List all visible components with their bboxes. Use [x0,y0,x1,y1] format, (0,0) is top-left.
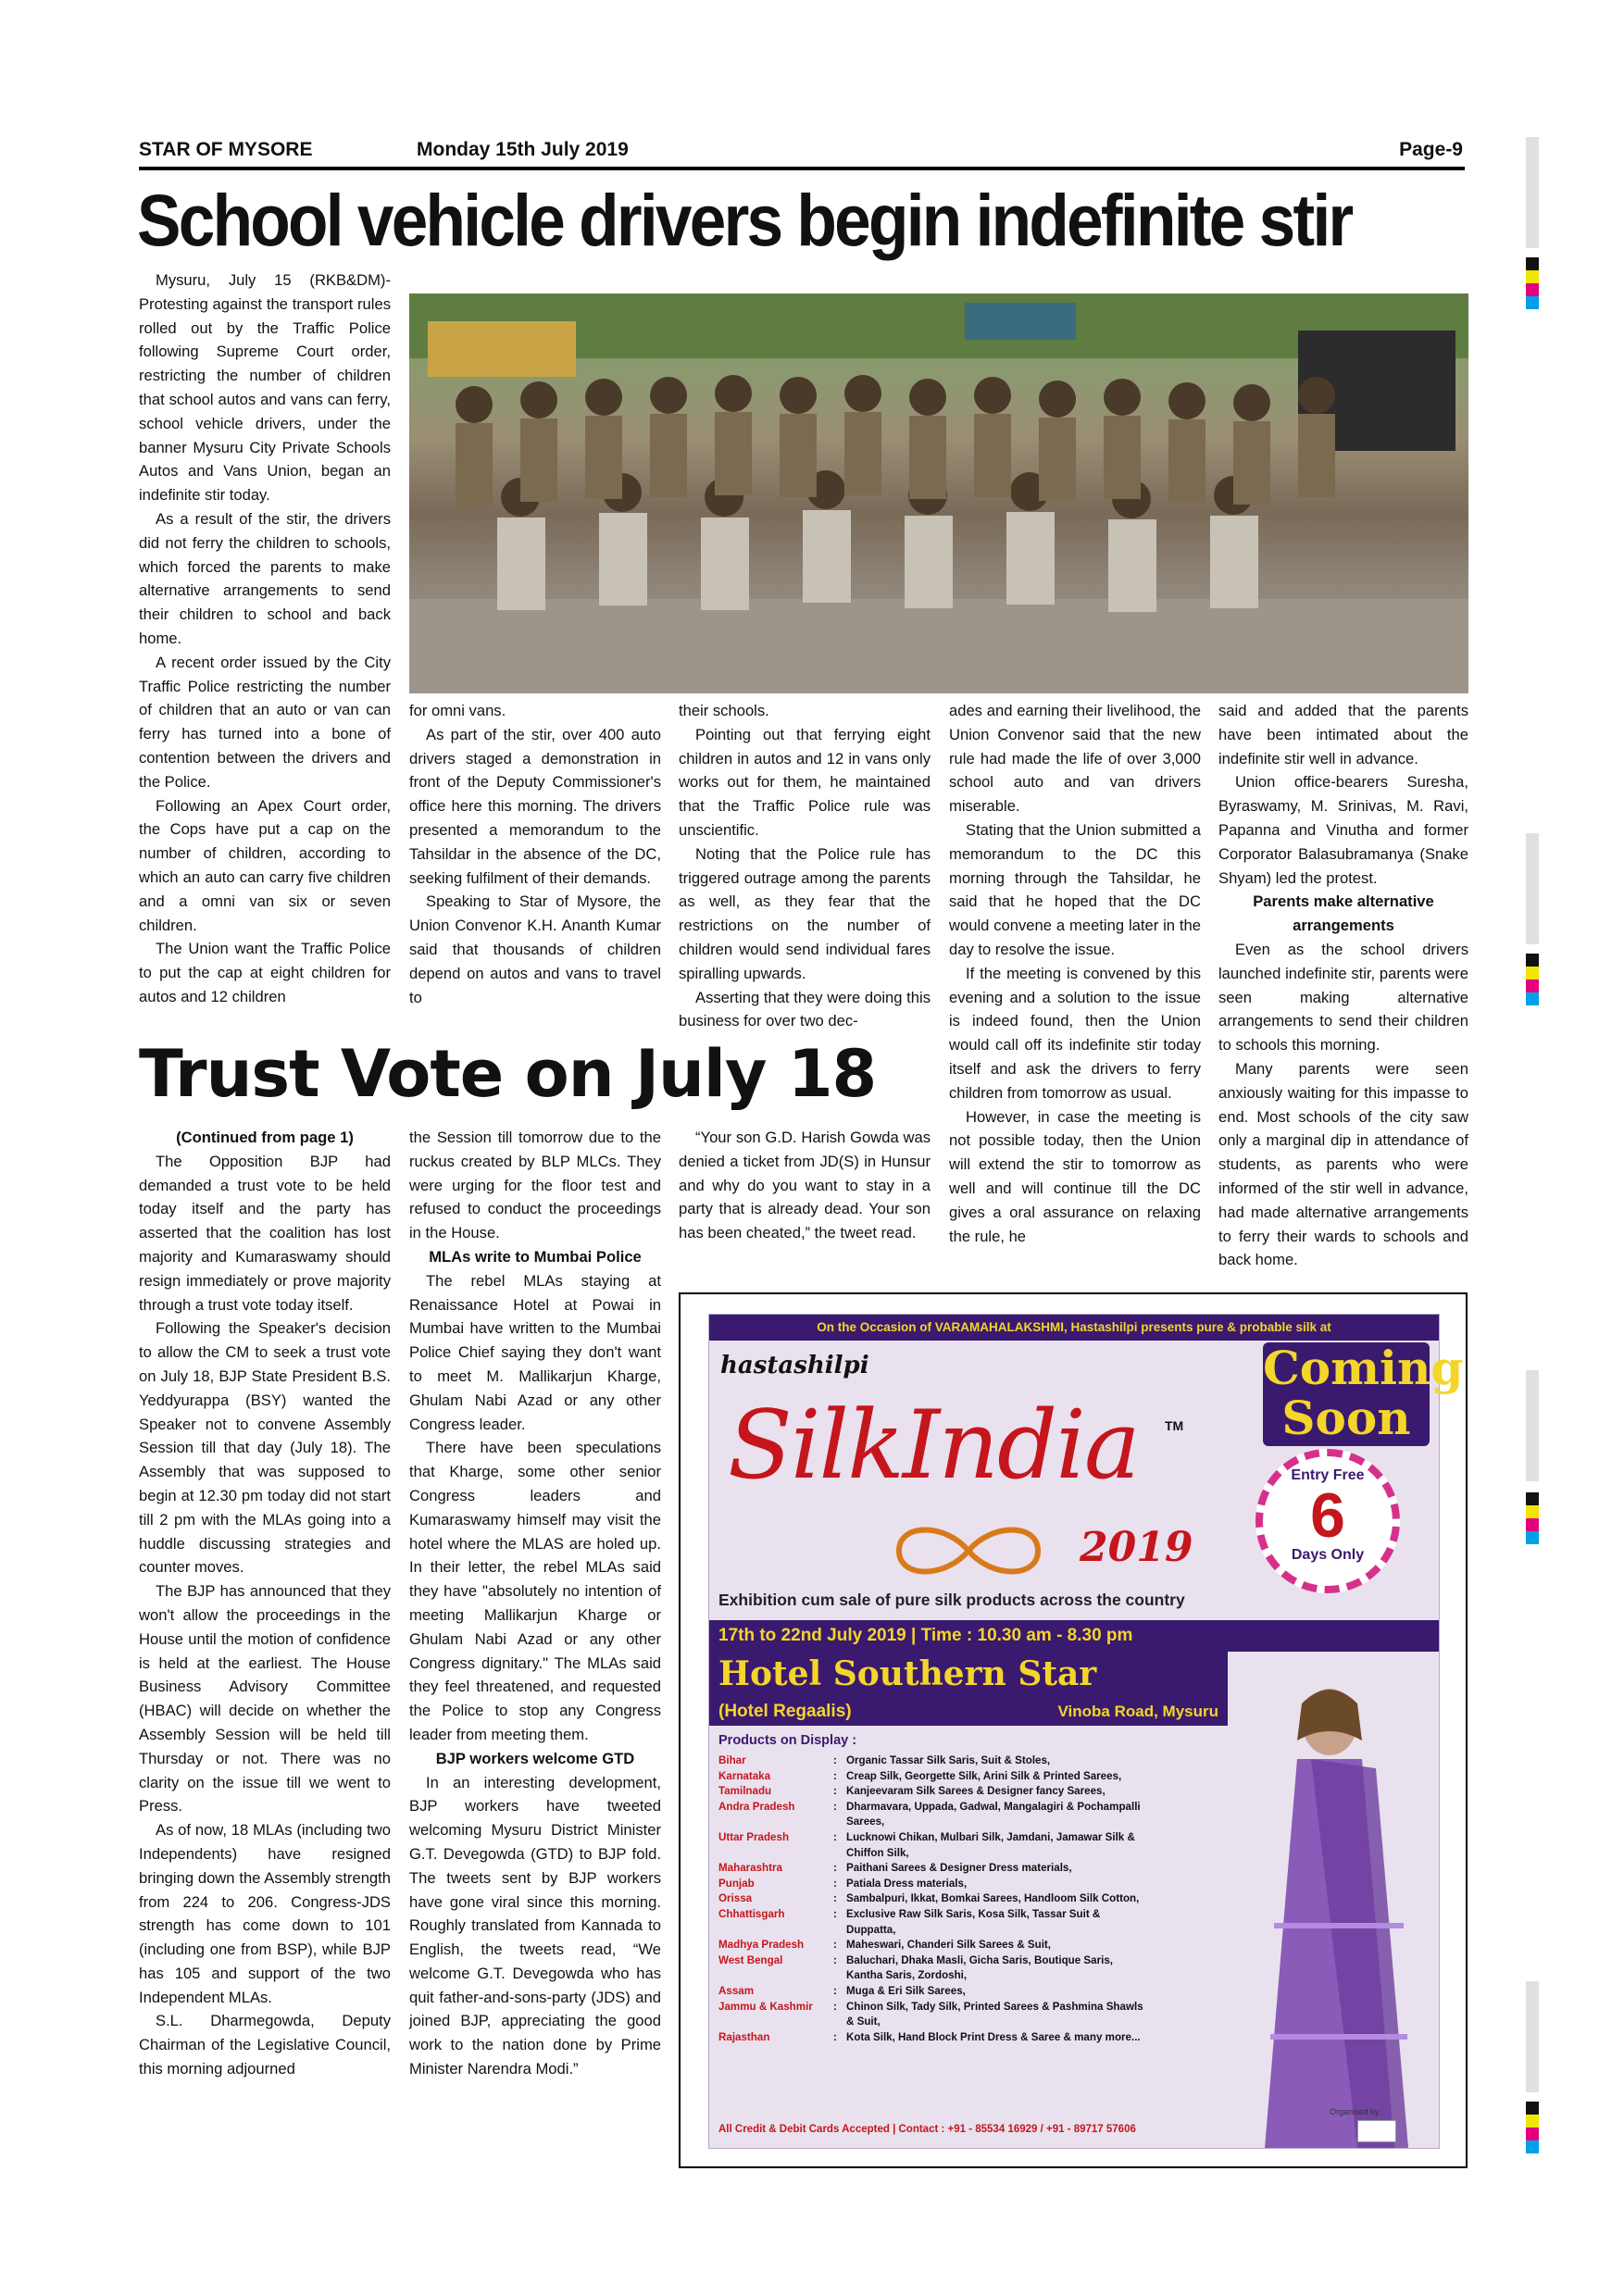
product-items: Exclusive Raw Silk Saris, Kosa Silk, Tassar Suit & Duppatta, [846,1907,1101,1936]
product-items: Patiala Dress materials, [846,1877,968,1890]
registration-mark-cyan [1526,296,1539,309]
product-state: Jammu & Kashmir [718,2000,813,2013]
product-items: Kanjeevaram Silk Sarees & Designer fancy Sarees, [846,1785,1106,1798]
product-state: Punjab [718,1877,755,1890]
ad-venue-alt: (Hotel Regaalis) [718,1702,852,1721]
product-items: Baluchari, Dhaka Masli, Gicha Saris, Boutique Saris, Kantha Saris, Zordoshi, [846,1953,1114,1982]
registration-bar [1526,1981,1539,2092]
story1-column-5 [1218,699,1468,1272]
registration-mark-yellow [1526,2115,1539,2128]
separator: : [833,1953,837,1966]
product-state: Chhattisgarh [718,1907,785,1920]
story1-column-4 [949,699,1201,1248]
registration-bar [1526,137,1539,248]
separator: : [833,1862,837,1875]
registration-mark-yellow [1526,1505,1539,1518]
ad-address: Vinoba Road, Mysuru [1057,1703,1218,1720]
product-row [718,1800,1154,1830]
infinity-icon [881,1518,1056,1583]
separator: : [833,1939,837,1952]
product-items: Sambalpuri, Ikkat, Bomkai Sarees, Handloom Silk Cotton, [846,1892,1140,1905]
separator: : [833,1877,837,1890]
trademark-mark: TM [1165,1418,1184,1433]
product-state: Orissa [718,1892,753,1905]
registration-mark-magenta [1526,283,1539,296]
protest-photo [409,293,1468,693]
hastashilpi-small-logo [1357,2120,1396,2142]
ad-venue: Hotel Southern Star [709,1650,1228,1698]
product-state: Rajasthan [718,2030,770,2043]
separator: : [833,2030,837,2043]
registration-mark-black [1526,954,1539,967]
paragraph: As part of the stir, over 400 auto drivers staged a demonstration in front of the Deputy Commissioner's office here this morning. The drivers presented a memorandum to the Tahsildar in the absence of the DC, seeking fulfilment of their demands. [409,725,661,887]
subheading: MLAs write to Mumbai Police [429,1247,642,1266]
product-items: Muga & Eri Silk Sarees, [846,1984,966,1997]
product-state: Uttar Pradesh [718,1830,790,1843]
product-state: Madhya Pradesh [718,1939,805,1952]
registration-mark-black [1526,1492,1539,1505]
product-row [718,1784,1154,1800]
paragraph: The rebel MLAs staying at Renaissance Hotel at Powai in Mumbai have written to the Mumbai Police Chief saying they don't want to meet M. Mallikarjun Kharge, Ghulam Nabi Azad or any other Congress leader. [409,1271,661,1433]
paragraph: However, in case the meeting is not possible today, then the Union will extend the stir to tomorrow as well and will continue till the DC gives a oral assurance on relaxing the rule, he [949,1107,1201,1245]
badge-days-only: Days Only [1291,1547,1365,1563]
paragraph: The Opposition BJP had demanded a trust vote to be held today itself and the party has asserted that the coalition has lost majority and Kumaraswamy should resign immediately or prove majority through a trust vote today itself. [139,1152,391,1314]
paragraph: Stating that the Union submitted a memorandum to the DC this morning through the Tahsildar, he said that he hoped that the DC would convene a meeting later in the day to resolve the issue. [949,820,1201,958]
story2-column-2 [409,1126,661,2081]
badge-number: 6 [1310,1480,1345,1551]
registration-mark-magenta [1526,2128,1539,2140]
hastashilpi-logo: hastashilpi [720,1352,869,1379]
paragraph: Asserting that they were doing this business for over two dec- [679,988,931,1030]
product-items: Creap Silk, Georgette Silk, Arini Silk & Printed Sarees, [846,1769,1122,1782]
crowd-illustration [409,293,1468,693]
product-row [718,1769,1154,1785]
products-heading: Products on Display : [718,1733,857,1748]
registration-mark-yellow [1526,270,1539,283]
registration-mark-magenta [1526,980,1539,992]
story2-column-1 [139,1126,391,2081]
coming-text: Coming [1263,1341,1464,1395]
paragraph: In an interesting development, BJP workers have tweeted welcoming Mysuru District Minister G.T. Devegowda (GTD) to BJP fold. The tweets sent by BJP workers have gone viral since this morning. Roughly translated from Kannada to English, the tweets read, “We welcome G.T. Devegowda who has quit father-and-sons-party (JDS) and joined BJP, appreciating the good work to the nation done by Prime Minister Narendra Modi.” [409,1773,661,2078]
separator: : [833,1800,837,1813]
subheading: Parents make alternative arrangements [1253,892,1434,935]
registration-bar [1526,1370,1539,1481]
story1-column-2 [409,699,661,1009]
separator: : [833,1892,837,1905]
subheading: BJP workers welcome GTD [435,1749,635,1767]
registration-mark-cyan [1526,992,1539,1005]
separator: : [833,1984,837,1997]
paragraph: Pointing out that ferrying eight children in autos and 12 in vans only works out for them, he maintained that the Traffic Police rule was unscientific. [679,725,931,839]
soon-text: Soon [1281,1391,1411,1445]
separator: : [833,1769,837,1782]
registration-mark-black [1526,257,1539,270]
registration-mark-yellow [1526,967,1539,980]
paragraph: The Union want the Traffic Police to put the cap at eight children for autos and 12 children [139,940,391,1005]
product-items: Lucknowi Chikan, Mulbari Silk, Jamdani, Jamawar Silk & Chiffon Silk, [846,1830,1135,1859]
paragraph: Noting that the Police rule has triggered outrage among the parents as well, as they fear that the restrictions on the number of children would send individual fares spiralling upwards. [679,844,931,982]
product-row [718,2030,1154,2046]
paragraph: Union office-bearers Suresha, Byraswamy, M. Srinivas, M. Ravi, Papanna and Vinutha and former Corporator Balasubramanya (Snake Shyam) led the protest. [1218,773,1468,887]
separator: : [833,2000,837,2013]
product-row [718,1984,1154,2000]
product-items: Chinon Silk, Tady Silk, Printed Sarees & Pashmina Shawls & Suit, [846,2000,1143,2028]
product-state: Assam [718,1984,755,1997]
story2-column-3 [679,1126,931,1245]
headline-trust-vote: Trust Vote on July 18 [139,1036,877,1112]
product-state: Bihar [718,1754,746,1766]
product-state: Tamilnadu [718,1785,772,1798]
registration-mark-cyan [1526,2140,1539,2153]
paragraph: As a result of the stir, the drivers did not ferry the children to schools, which forced the parents to make alternative arrangements to send their children to school and back home. [139,509,391,647]
silk-india-title: SilkIndia [728,1391,1139,1501]
story1-column-1 [139,268,391,1009]
entry-free-badge [1255,1449,1400,1593]
silk-india-advertisement [679,1292,1468,2168]
paragraph: Many parents were seen anxiously waiting for this impasse to end. Most schools of the city saw only a marginal dip in attendance of students, as parents who were informed of the stir well in advance, had made alternative arrangements to ferry their wards to schools and back home. [1218,1059,1468,1269]
registration-mark-magenta [1526,1518,1539,1531]
organised-by: Organised by : [1330,2107,1384,2116]
paragraph: “Your son G.D. Harish Gowda was denied a ticket from JD(S) in Hunsur and why do you want to stay in a party that is already dead. Your son has been cheated,” the tweet read. [679,1129,931,1242]
headline-school-stir: School vehicle drivers begin indefinite stir [137,179,1352,261]
paragraph: Following an Apex Court order, the Cops have put a cap on the number of children, according to which an auto can carry five children and a omni van six or seven children. [139,796,391,934]
product-row [718,1938,1154,1953]
registration-bar [1526,833,1539,944]
registration-mark-cyan [1526,1531,1539,1544]
registration-mark-black [1526,2102,1539,2115]
ad-dates-bar: 17th to 22nd July 2019 | Time : 10.30 am - 8.30 pm [709,1620,1439,1652]
paragraph: said and added that the parents have been intimated about the indefinite stir well in advance. [1218,702,1468,767]
product-row [718,1753,1154,1769]
product-items: Organic Tassar Silk Saris, Suit & Stoles, [846,1754,1051,1766]
separator: : [833,1754,837,1766]
product-state: Maharashtra [718,1862,782,1875]
product-row [718,1877,1154,1892]
product-row [718,2000,1154,2030]
ad-top-line: On the Occasion of VARAMAHALAKSHMI, Hastashilpi presents pure & probable silk at [709,1315,1439,1341]
subheading: (Continued from page 1) [176,1129,354,1146]
ad-footer: All Credit & Debit Cards Accepted | Contact : +91 - 85534 16929 / +91 - 89717 57606 [718,2124,1136,2135]
product-state: Andra Pradesh [718,1800,795,1813]
paragraph: There have been speculations that Kharge, some other senior Congress leaders and Kumaraswamy himself may visit the hotel where the MLAS are holed up. In their letter, the rebel MLAs said they have "absolutely no intention of meeting Mallikarjun Kharge or Ghulam Nabi Azad or any other Congress dignitary." The MLAs said they feel threatened, and requested the Police to stop any Congress leader from meeting them. [409,1439,661,1743]
paragraph: their schools. [679,702,769,719]
paragraph: ades and earning their livelihood, the Union Convenor said that the new rule had made the life of over 3,000 school auto and van drivers miserable. [949,702,1201,816]
separator: : [833,1907,837,1920]
product-items: Kota Silk, Hand Block Print Dress & Saree & many more... [846,2030,1141,2043]
coming-soon-box [1263,1341,1464,1446]
product-row [718,1861,1154,1877]
paragraph: Speaking to Star of Mysore, the Union Convenor K.H. Ananth Kumar said that thousands of children depend on autos and vans to travel to [409,892,661,1006]
product-items: Maheswari, Chanderi Silk Sarees & Suit, [846,1939,1052,1952]
product-row [718,1953,1154,1984]
paragraph: Mysuru, July 15 (RKB&DM)- Protesting against the transport rules rolled out by the Traffic Police following Supreme Court order, restricting the number of children that school autos and vans can ferry, school vehicle drivers, under the banner Mysuru City Private Schools Autos and Vans Union, began an indefinite stir today. [139,271,391,505]
issue-date: Monday 15th July 2019 [417,139,629,160]
badge-entry-free: Entry Free [1291,1467,1365,1483]
ad-venue-alt-bar [709,1698,1228,1726]
product-row [718,1891,1154,1907]
product-state: West Bengal [718,1953,783,1966]
masthead [139,137,1465,170]
ad-panel [708,1314,1464,2149]
products-table [718,1753,1154,2045]
product-items: Dharmavara, Uppada, Gadwal, Mangalagiri & Pochampalli Sarees, [846,1800,1141,1828]
paragraph: A recent order issued by the City Traffic Police restricting the number of children that an auto or van can ferry has turned into a bone of contention between the drivers and the Police. [139,653,391,791]
product-items: Paithani Sarees & Designer Dress materials, [846,1862,1072,1875]
paragraph: the Session till tomorrow due to the ruckus created by BLP MLCs. They were urging for the floor test and refused to conduct the proceedings in the House. [409,1129,661,1242]
ad-year: 2019 [1080,1524,1193,1571]
product-state: Karnataka [718,1769,771,1782]
paragraph: The BJP has announced that they won't allow the proceedings in the House until the motion of confidence is held at the earliest. The House Business Advisory Committee (HBAC) will decide on whether the Assembly Session will be held till Thursday or not. There was no clarity on the issue till we went to Press. [139,1582,391,1816]
paragraph: for omni vans. [409,702,506,719]
model-in-saree [1209,1685,1441,2148]
publication-name: STAR OF MYSORE [139,139,313,160]
separator: : [833,1830,837,1843]
paragraph: Following the Speaker's decision to allow the CM to seek a trust vote on July 18, BJP State President B.S. Yeddyurappa (BSY) wanted the Speaker not to convene Assembly Session till that day (July 18). The Assembly that was supposed to begin at 12.30 pm today did not start till 2 pm with the MLAs going into a huddle discussing strategies and counter moves. [139,1319,391,1577]
paragraph: As of now, 18 MLAs (including two Independents) have resigned bringing down the Assembly strength from 224 to 206. Congress-JDS strength has come down to 101 (including one from BSP), while BJP has 105 and support of the two Independent MLAs. [139,1821,391,2006]
product-row [718,1830,1154,1861]
story1-column-3 [679,699,931,1033]
product-row [718,1907,1154,1938]
ad-subtitle: Exhibition cum sale of pure silk products across the country [718,1591,1185,1609]
paragraph: If the meeting is convened by this evening and a solution to the issue is indeed found, then the Union would call off its indefinite stir today itself and ask the drivers to ferry children from tomorrow as usual. [949,964,1201,1102]
paragraph: Even as the school drivers launched indefinite stir, parents were seen making alternative arrangements to send their children to schools this morning. [1218,940,1468,1054]
separator: : [833,1785,837,1798]
page-number: Page-9 [1399,139,1463,160]
paragraph: S.L. Dharmegowda, Deputy Chairman of the Legislative Council, this morning adjourned [139,2012,391,2078]
